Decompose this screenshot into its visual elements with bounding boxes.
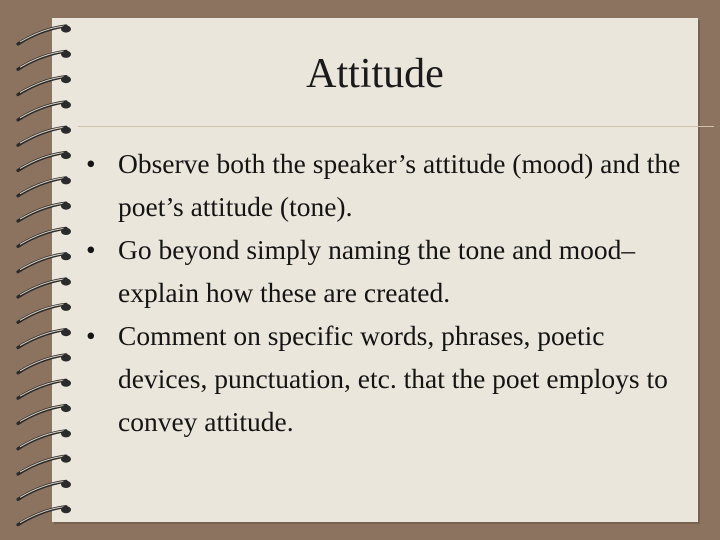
spiral-ring: [18, 101, 71, 120]
spiral-ring: [18, 127, 71, 146]
bullet-text: Go beyond simply naming the tone and mood– explain how these are created.: [118, 234, 636, 308]
spiral-ring: [18, 456, 71, 475]
slide-title: Attitude: [306, 51, 444, 97]
spiral-ring: [18, 304, 71, 323]
spiral-ring: [18, 25, 71, 44]
spiral-ring: [18, 430, 71, 449]
bullet-dot-icon: •: [86, 234, 96, 265]
spiral-ring: [18, 354, 71, 373]
bullet-text: Observe both the speaker’s attitude (mood) and the poet’s attitude (tone).: [118, 148, 681, 222]
spiral-ring: [18, 405, 71, 424]
title-divider: [78, 126, 714, 127]
spiral-ring: [18, 506, 71, 525]
spiral-ring: [18, 177, 71, 196]
spiral-ring: [18, 253, 71, 272]
spiral-ring: [18, 203, 71, 222]
bullet-dot-icon: •: [86, 320, 96, 351]
spiral-ring: [18, 329, 71, 348]
spiral-ring: [18, 152, 71, 171]
spiral-ring: [18, 380, 71, 399]
bullet-dot-icon: •: [86, 148, 96, 179]
spiral-ring: [18, 278, 71, 297]
spiral-ring: [18, 481, 71, 500]
bullet-item: [86, 314, 696, 443]
bullet-item: [86, 142, 696, 228]
spiral-ring: [18, 228, 71, 247]
bullet-item: [86, 228, 696, 314]
bullet-text: Comment on specific words, phrases, poetic devices, punctuation, etc. that the poet employs to convey attitude.: [118, 320, 668, 437]
bullet-list: [86, 142, 696, 443]
